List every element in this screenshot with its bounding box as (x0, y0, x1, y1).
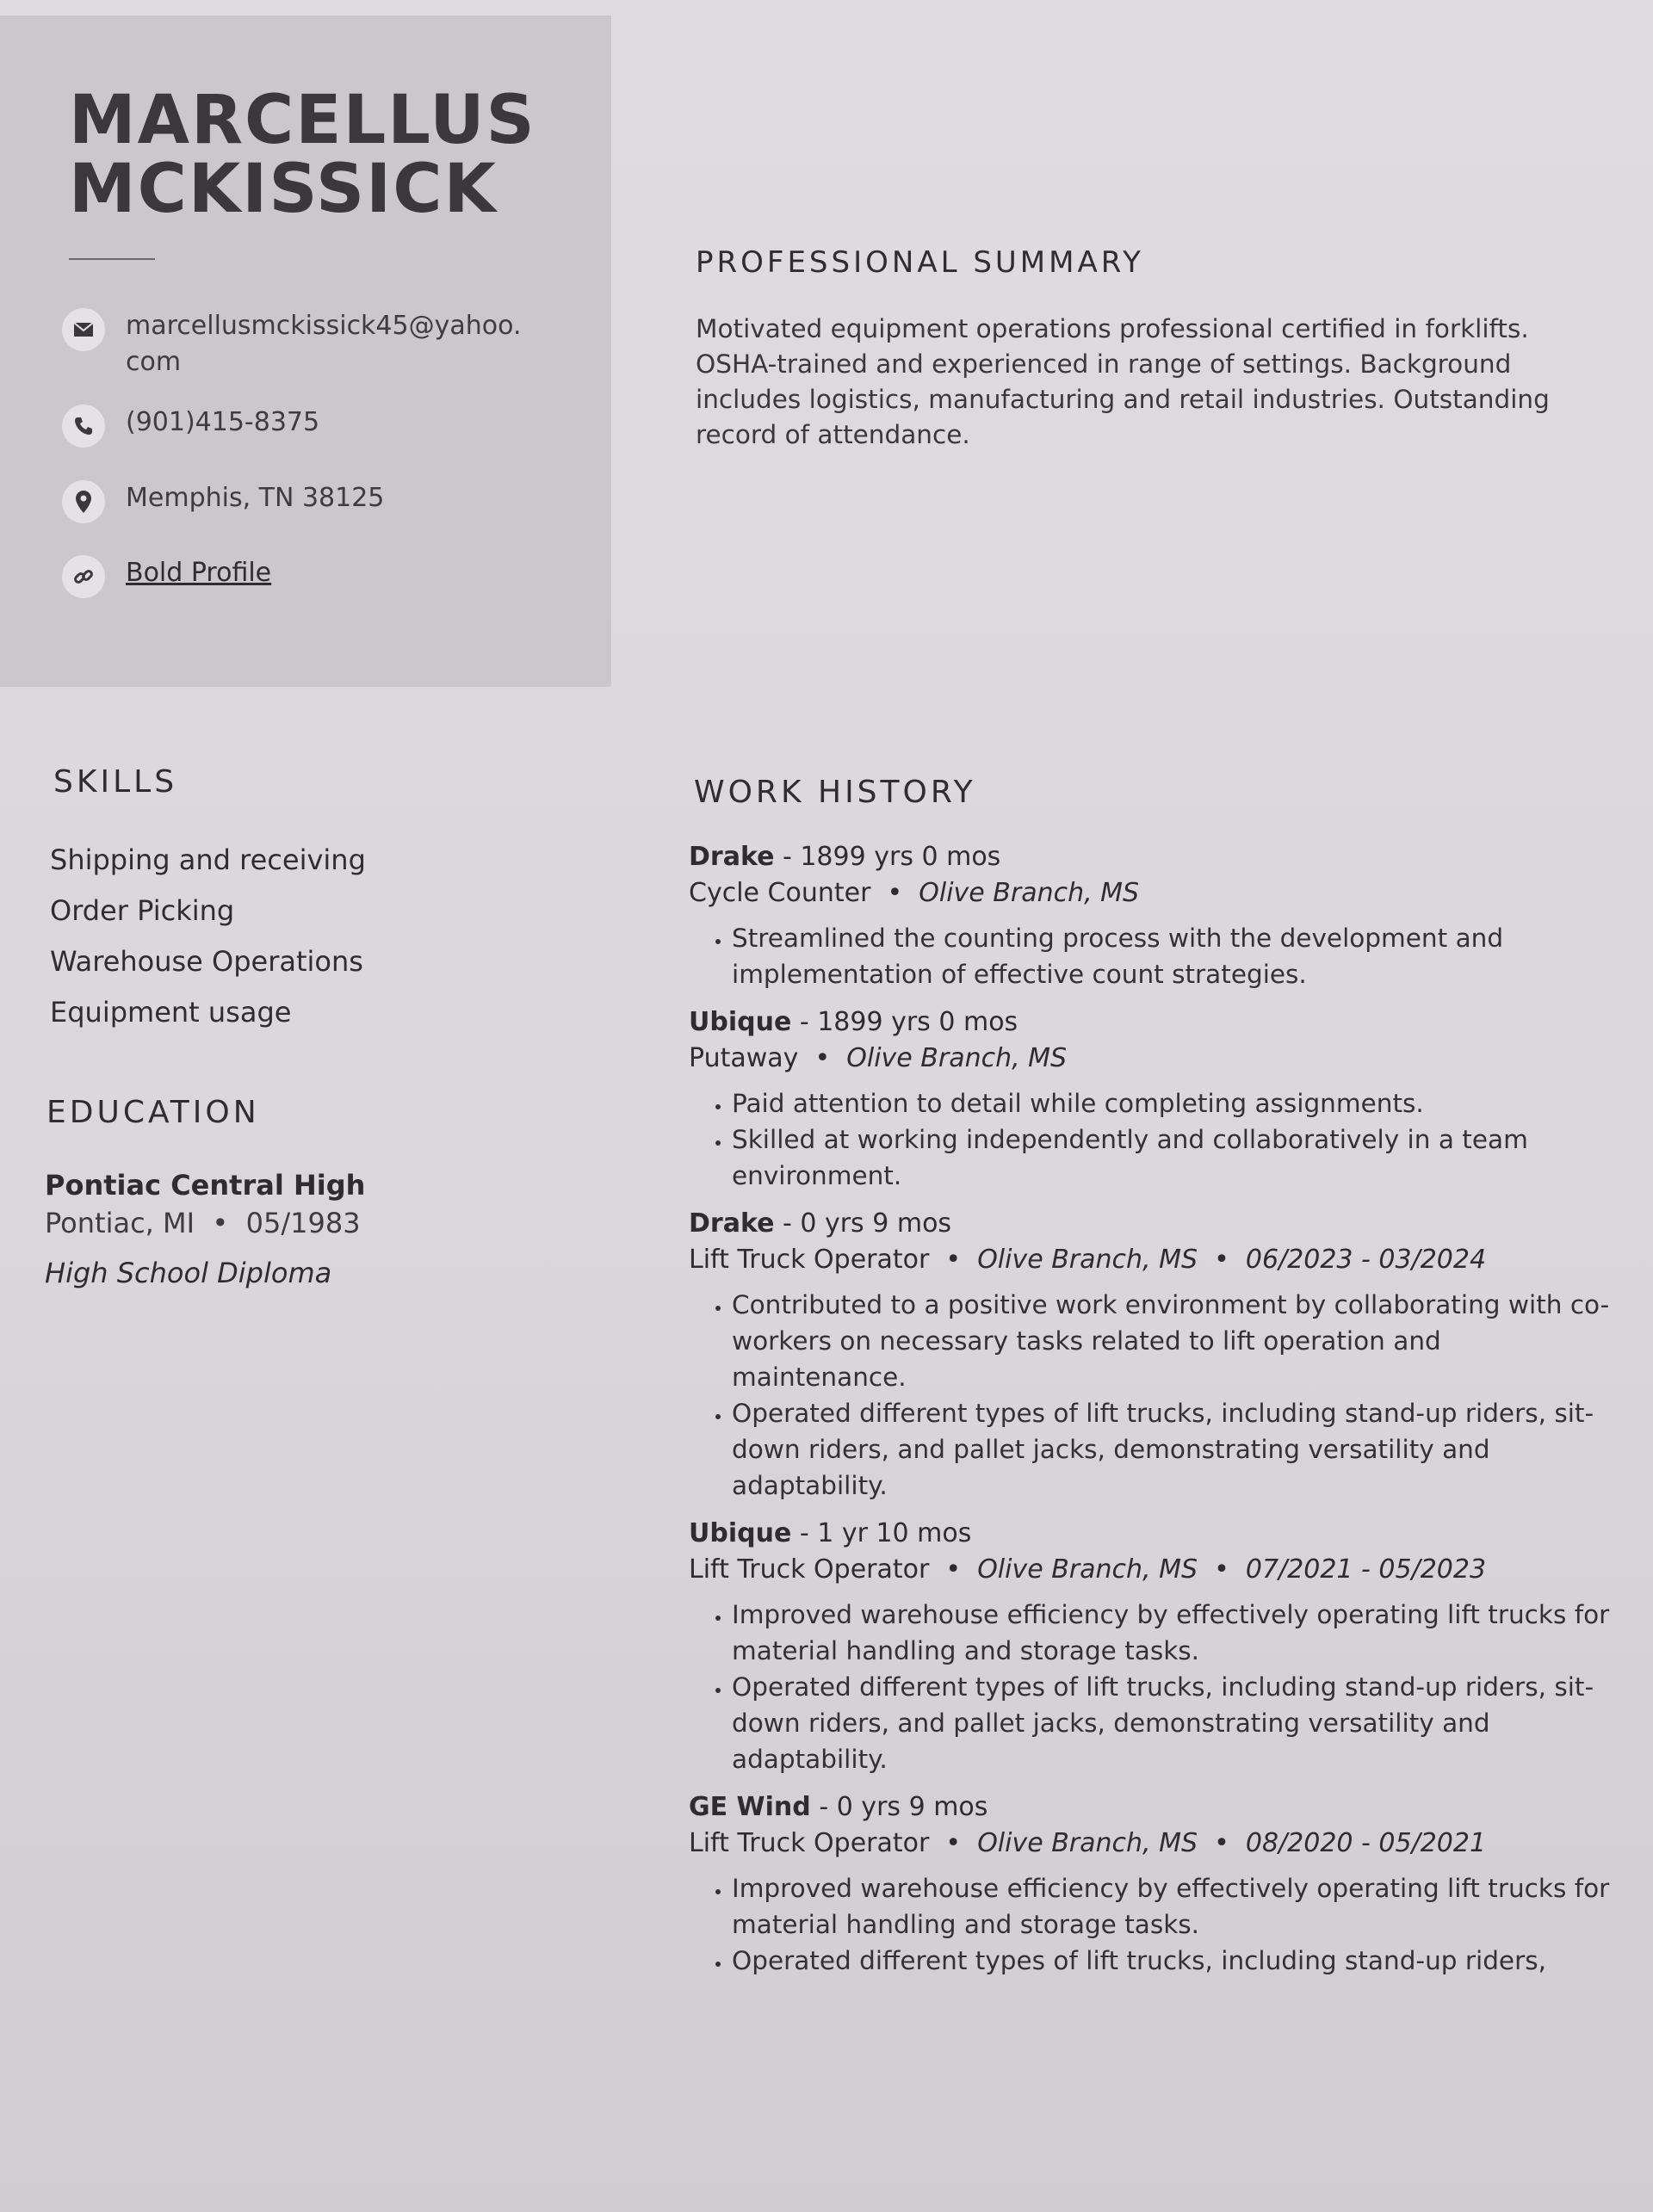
contact-profile (62, 555, 271, 598)
job-bullets (689, 1085, 1619, 1194)
job-bullets (689, 1870, 1619, 1979)
contact-phone (62, 405, 319, 448)
job-title: Cycle Counter (689, 878, 871, 908)
company-name: Drake (689, 842, 775, 872)
job-entry (689, 839, 1619, 992)
contact-email (62, 308, 530, 380)
location-text: Memphis, TN 38125 (126, 483, 385, 513)
job-bullets (689, 1287, 1619, 1504)
phone-number: (901)415-8375 (126, 407, 320, 437)
job-title: Lift Truck Operator (689, 1554, 930, 1585)
skill-item: Order Picking (50, 894, 235, 927)
contact-location (62, 480, 384, 523)
job-entry (689, 1789, 1619, 1979)
summary-text: Motivated equipment operations professional certified in forklifts. OSHA-trained and experienced in range of settings. Background includes logistics, manufacturing and retail industries. Outstanding record of attendance. (696, 314, 1550, 449)
job-bullet: • Paid attention to detail while completing assignments. (732, 1085, 1619, 1121)
job-bullet: • Operated different types of lift trucks, including stand-up riders, sit-down riders, and pallet jacks, demonstrating versatility and adaptability. (732, 1395, 1619, 1504)
job-header: Ubique - 1899 yrs 0 mos (689, 1007, 1018, 1037)
job-header: Drake - 0 yrs 9 mos (689, 1208, 952, 1239)
job-duration: 1899 yrs 0 mos (800, 842, 1001, 872)
job-entry (689, 1206, 1619, 1504)
job-header: Ubique - 1 yr 10 mos (689, 1518, 972, 1548)
degree: High School Diploma (45, 1257, 332, 1289)
skill-item: Shipping and receiving (50, 843, 366, 876)
phone-icon (62, 405, 105, 448)
school-name: Pontiac Central High (45, 1169, 366, 1202)
job-bullet: • Contributed to a positive work environment by collaborating with co-workers on necessary tasks related to lift operation and maintenance. (732, 1287, 1619, 1395)
skill-item: Equipment usage (50, 996, 292, 1029)
job-bullet: • Streamlined the counting process with the development and implementation of effective count strategies. (732, 920, 1619, 992)
email-link[interactable]: marcellusmckissick45@yahoo.com (126, 311, 522, 377)
job-bullet: • Improved warehouse efficiency by effectively operating lift trucks for material handling and storage tasks. (732, 1597, 1619, 1669)
job-location: Olive Branch, MS (977, 1245, 1198, 1275)
school-location-date (45, 1204, 365, 1242)
skill-item: Warehouse Operations (50, 945, 363, 978)
job-header: Drake - 1899 yrs 0 mos (689, 842, 1001, 872)
job-duration: 1899 yrs 0 mos (817, 1007, 1018, 1037)
company-name: Drake (689, 1208, 775, 1239)
job-bullet: • Operated different types of lift trucks, including stand-up riders, sit-down riders, and pallet jacks, demonstrating versatility and adaptability. (732, 1669, 1619, 1777)
work-history-heading: WORK HISTORY (694, 775, 976, 810)
graduation-date: 05/1983 (245, 1207, 361, 1239)
education-heading: EDUCATION (46, 1095, 260, 1130)
candidate-name (69, 82, 536, 228)
job-meta: Lift Truck Operator • Olive Branch, MS • 08/2020 - 05/2021 (689, 1828, 1487, 1858)
school-location: Pontiac, MI (45, 1207, 195, 1239)
job-location: Olive Branch, MS (977, 1554, 1198, 1585)
job-entry (689, 1516, 1619, 1777)
skills-list (50, 835, 366, 1038)
company-name: GE Wind (689, 1792, 811, 1822)
job-duration: 0 yrs 9 mos (836, 1792, 988, 1822)
work-history-list (689, 839, 1619, 1991)
skills-heading: SKILLS (53, 764, 178, 800)
job-bullet: • Operated different types of lift trucks, including stand-up riders, (732, 1943, 1619, 1979)
job-location: Olive Branch, MS (919, 878, 1140, 908)
envelope-icon (62, 308, 105, 351)
job-header: GE Wind - 0 yrs 9 mos (689, 1792, 988, 1822)
job-duration: 1 yr 10 mos (817, 1518, 972, 1548)
job-duration: 0 yrs 9 mos (800, 1208, 952, 1239)
job-meta: Lift Truck Operator • Olive Branch, MS • 06/2023 - 03/2024 (689, 1245, 1487, 1275)
last-name: MCKISSICK (69, 151, 498, 228)
education-entry (45, 1166, 365, 1292)
job-bullets (689, 1597, 1619, 1777)
job-meta: Lift Truck Operator • Olive Branch, MS • 07/2021 - 05/2023 (689, 1554, 1487, 1585)
job-entry (689, 1004, 1619, 1194)
summary-heading: PROFESSIONAL SUMMARY (696, 245, 1144, 280)
job-title: Lift Truck Operator (689, 1828, 930, 1858)
job-meta: Cycle Counter • Olive Branch, MS (689, 878, 1140, 908)
job-location: Olive Branch, MS (846, 1043, 1068, 1073)
job-bullet: • Improved warehouse efficiency by effectively operating lift trucks for material handling and storage tasks. (732, 1870, 1619, 1943)
company-name: Ubique (689, 1007, 792, 1037)
job-bullets (689, 920, 1619, 992)
job-dates: 07/2021 - 05/2023 (1245, 1554, 1487, 1585)
first-name: MARCELLUS (69, 82, 536, 159)
link-icon (62, 555, 105, 598)
job-title: Lift Truck Operator (689, 1245, 930, 1275)
job-dates: 08/2020 - 05/2021 (1245, 1828, 1487, 1858)
separator-dot: • (203, 1207, 246, 1239)
job-dates: 06/2023 - 03/2024 (1245, 1245, 1487, 1275)
job-meta: Putaway • Olive Branch, MS (689, 1043, 1068, 1073)
job-location: Olive Branch, MS (977, 1828, 1198, 1858)
job-title: Putaway (689, 1043, 799, 1073)
location-pin-icon (62, 480, 105, 523)
name-divider (69, 258, 155, 260)
company-name: Ubique (689, 1518, 792, 1548)
job-bullet: • Skilled at working independently and collaboratively in a team environment. (732, 1121, 1619, 1194)
profile-link[interactable]: Bold Profile (126, 558, 272, 588)
